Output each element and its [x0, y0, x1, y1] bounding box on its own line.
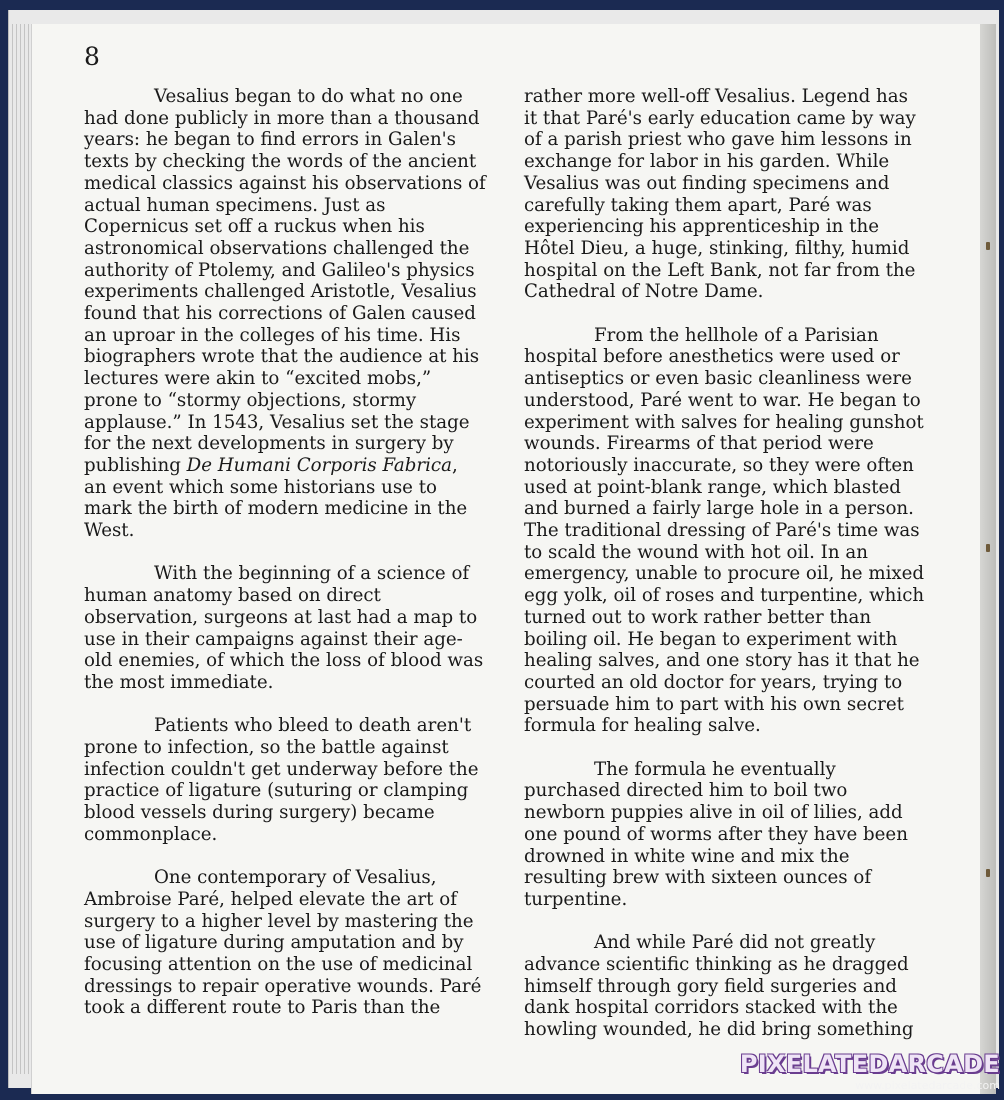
paragraph-text: Vesalius began to do what no one had done publicly in more than a thousand years: he began to find errors in Galen's texts by checking the words of the ancient medical classics against his observations of actual human specimens. Just as Copernicus set off a ruckus when his astronomical observations challenged the authority of Ptolemy, and Galileo's physics experiments challenged Aristotle, Vesalius found that his corrections of Galen caused an uproar in the colleges of his time. His biographers wrote that the audience at his lectures were akin to “excited mobs,” prone to “stormy objections, stormy applause.” In 1543, Vesalius set the stage for the next developments in surgery by publishing [84, 86, 486, 476]
paragraph [524, 86, 926, 303]
paragraph [84, 563, 486, 693]
book-title: De Humani Corporis Fabrica [186, 454, 452, 476]
stack-edge [12, 24, 13, 1074]
paragraph [524, 325, 926, 737]
watermark-url: www.pixelatedarcade.com [855, 1079, 1000, 1092]
paragraph-text: , an event which some historians use to mark the birth of modern medicine in the West. [84, 454, 468, 542]
stack-edge [16, 24, 17, 1074]
page-stack [8, 10, 999, 1088]
paragraph [84, 86, 486, 542]
paragraph-text: rather more well-off Vesalius. Legend has it that Paré's early education came by way of a parish priest who gave him lessons in exchange for labor in his garden. While Vesalius was out finding specimens and carefully taking them apart, Paré was experiencing his apprenticeship in the Hôtel Dieu, a huge, stinking, filthy, humid hospital on the Left Bank, not far from the Cathedral of Notre Dame. [524, 86, 916, 303]
stack-edge [24, 24, 25, 1074]
stack-edge [28, 24, 29, 1074]
paragraph [84, 715, 486, 845]
right-column [524, 86, 926, 1063]
paragraph-text: With the beginning of a science of human anatomy based on direct observation, surgeons at last had a map to use in their campaigns against their age-old enemies, of which the loss of blood was the most immediate. [84, 563, 484, 693]
paragraph [524, 932, 926, 1041]
paragraph [524, 759, 926, 911]
paragraph [84, 867, 486, 1019]
staple-mark [986, 242, 990, 250]
paragraph-text: Patients who bleed to death aren't prone to infection, so the battle against infection couldn't get underway before the practice of ligature (suturing or clamping blood vessels during surgery) became commonplace. [84, 715, 479, 845]
book-page [31, 24, 996, 1094]
page-number: 8 [84, 42, 100, 71]
page-binding-edge [980, 24, 996, 1094]
paragraph-text: The formula he eventually purchased directed him to boil two newborn puppies alive in oil of lilies, add one pound of worms after they have been drowned in white wine and mix the resulting brew with sixteen ounces of turpentine. [524, 758, 908, 910]
watermark-brand: PIXELATEDARCADE [739, 1050, 1000, 1078]
watermark [740, 1050, 1000, 1092]
staple-mark [986, 869, 990, 877]
paragraph-text: From the hellhole of a Parisian hospital before anesthetics were used or antiseptics or even basic cleanliness were understood, Paré went to war. He began to experiment with salves for healing gunshot wounds. Firearms of that period were notoriously inaccurate, so they were often used at point-blank range, which blasted and burned a fairly large hole in a person. The traditional dressing of Paré's time was to scald the wound with hot oil. In an emergency, unable to procure oil, he mixed egg yolk, oil of roses and turpentine, which turned out to work rather better than boiling oil. He began to experiment with healing salves, and one story has it that he courted an old doctor for years, trying to persuade him to part with his own secret formula for healing salve. [524, 324, 925, 737]
paragraph-text: And while Paré did not greatly advance scientific thinking as he dragged himself through gory field surgeries and dank hospital corridors stacked with the howling wounded, he did bring something [524, 932, 914, 1041]
left-column [84, 86, 486, 1041]
stack-edge [20, 24, 21, 1074]
paragraph-text: One contemporary of Vesalius, Ambroise Paré, helped elevate the art of surgery to a higher level by mastering the use of ligature during amputation and by focusing attention on the use of medicinal dressings to repair operative wounds. Paré took a different route to Paris than the [84, 867, 482, 1019]
staple-mark [986, 544, 990, 552]
